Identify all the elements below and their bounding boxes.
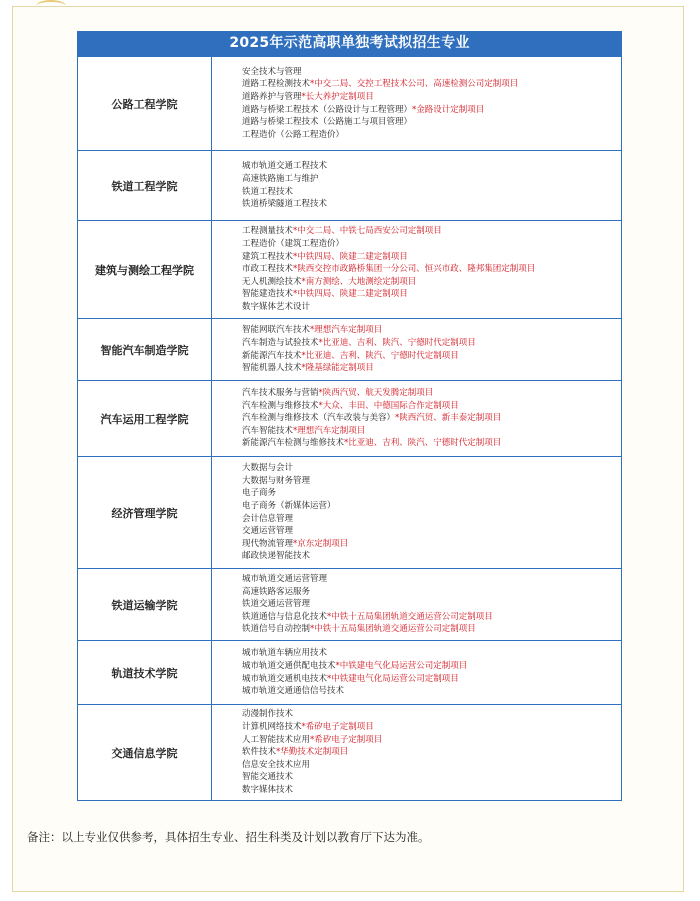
- major-name: 电子商务: [242, 488, 277, 499]
- major-name: 人工智能技术应用: [242, 734, 311, 745]
- major-name: 数字媒体技术: [242, 784, 294, 795]
- major-item: [242, 263, 621, 276]
- college-name: 轨道技术学院: [78, 641, 212, 705]
- college-row: [78, 57, 622, 151]
- major-name: 动漫制作技术: [242, 709, 294, 720]
- major-item: [242, 746, 621, 759]
- major-note: *中铁十五局集团轨道交通运营公司定制项目: [327, 611, 493, 622]
- major-name: 智能建造技术: [242, 289, 294, 300]
- major-name: 工程造价（公路工程造价）: [242, 129, 345, 140]
- college-row: [78, 151, 622, 221]
- major-list: [212, 641, 622, 705]
- major-item: [242, 400, 621, 413]
- major-item: [242, 538, 621, 551]
- major-name: 道路与桥梁工程技术（公路施工与项目管理）: [242, 117, 413, 128]
- college-row: [78, 641, 622, 705]
- major-item: [242, 173, 621, 186]
- major-note: *华勤技术定制项目: [276, 747, 349, 758]
- major-name: 城市轨道交通通信信号技术: [242, 686, 345, 697]
- college-name: 建筑与测绘工程学院: [78, 221, 212, 319]
- major-name: 邮政快递智能技术: [242, 551, 311, 562]
- table-title: 2025年示范高职单独考试拟招生专业: [77, 31, 622, 56]
- major-note: *中铁十五局集团轨道交通运营公司定制项目: [310, 624, 476, 635]
- major-item: [242, 186, 621, 199]
- major-name: 工程测量技术: [242, 226, 294, 237]
- major-name: 计算机网络技术: [242, 722, 302, 733]
- majors-table: [77, 31, 622, 801]
- college-row: [78, 705, 622, 801]
- major-name: 大数据与会计: [242, 463, 294, 474]
- major-name: 铁道桥梁隧道工程技术: [242, 199, 328, 210]
- major-item: [242, 350, 621, 363]
- major-note: *长大养护定制项目: [301, 91, 374, 102]
- major-item: [242, 623, 621, 636]
- major-item: [242, 437, 621, 450]
- major-note: *比亚迪、吉利、陕汽、宁德时代定制项目: [344, 438, 502, 449]
- major-note: *中交二局、交控工程技术公司、高速检测公司定制项目: [310, 79, 519, 90]
- major-item: [242, 104, 621, 117]
- major-note: *大众、丰田、中德国际合作定制项目: [318, 400, 459, 411]
- major-item: [242, 324, 621, 337]
- major-name: 软件技术: [242, 747, 277, 758]
- major-name: 高速铁路客运服务: [242, 586, 311, 597]
- major-note: *陕西汽贸、新丰泰定制项目: [395, 413, 502, 424]
- major-note: *比亚迪、吉利、陕汽、宁德时代定制项目: [301, 350, 459, 361]
- major-item: [242, 759, 621, 772]
- major-note: *理想汽车定制项目: [310, 325, 383, 336]
- major-item: [242, 611, 621, 624]
- college-row: [78, 221, 622, 319]
- major-item: [242, 673, 621, 686]
- major-name: 数字媒体艺术设计: [242, 301, 311, 312]
- major-name: 建筑工程技术: [242, 251, 294, 262]
- major-item: [242, 337, 621, 350]
- major-name: 现代物流管理: [242, 538, 294, 549]
- major-list: [212, 151, 622, 221]
- major-item: [242, 550, 621, 563]
- college-row: [78, 457, 622, 569]
- major-list: [212, 457, 622, 569]
- major-note: *陕西汽贸、航天发腾定制项目: [318, 388, 434, 399]
- major-name: 高速铁路施工与维护: [242, 173, 319, 184]
- major-note: *希矽电子定制项目: [301, 722, 374, 733]
- major-name: 会计信息管理: [242, 513, 294, 524]
- major-note: *中铁建电气化局运营公司定制项目: [335, 660, 468, 671]
- major-name: 汽车制造与试验技术: [242, 337, 319, 348]
- major-item: [242, 513, 621, 526]
- corner-decoration: [36, 0, 66, 12]
- major-name: 城市轨道交通运营管理: [242, 574, 328, 585]
- major-note: *中铁四局、陕建二建定制项目: [293, 251, 408, 262]
- major-note: *理想汽车定制项目: [293, 425, 366, 436]
- major-item: [242, 462, 621, 475]
- major-item: [242, 734, 621, 747]
- major-name: 汽车技术服务与营销: [242, 388, 319, 399]
- major-name: 铁道通信与信息化技术: [242, 611, 328, 622]
- major-note: *中铁四局、陕建二建定制项目: [293, 289, 408, 300]
- major-name: 道路工程检测技术: [242, 79, 311, 90]
- major-name: 城市轨道交通供配电技术: [242, 660, 336, 671]
- major-name: 铁道交通运营管理: [242, 599, 311, 610]
- major-note: *比亚迪、吉利、陕汽、宁德时代定制项目: [318, 337, 476, 348]
- major-name: 新能源汽车技术: [242, 350, 302, 361]
- major-name: 安全技术与管理: [242, 66, 302, 77]
- major-item: [242, 647, 621, 660]
- major-note: *南方测绘、大地测绘定制项目: [301, 276, 417, 287]
- major-list: [212, 221, 622, 319]
- college-name: 经济管理学院: [78, 457, 212, 569]
- major-item: [242, 116, 621, 129]
- major-name: 信息安全技术应用: [242, 759, 311, 770]
- major-name: 智能机器人技术: [242, 363, 302, 374]
- major-item: [242, 771, 621, 784]
- major-list: [212, 57, 622, 151]
- major-note: *中铁建电气化局运营公司定制项目: [327, 673, 459, 684]
- major-item: [242, 784, 621, 797]
- major-item: [242, 525, 621, 538]
- major-item: [242, 487, 621, 500]
- major-item: [242, 412, 621, 425]
- major-name: 电子商务（新媒体运营）: [242, 500, 336, 511]
- major-item: [242, 78, 621, 91]
- major-name: 大数据与财务管理: [242, 475, 311, 486]
- college-name: 公路工程学院: [78, 57, 212, 151]
- major-item: [242, 425, 621, 438]
- major-name: 市政工程技术: [242, 264, 294, 275]
- major-item: [242, 598, 621, 611]
- major-item: [242, 362, 621, 375]
- major-item: [242, 586, 621, 599]
- major-name: 城市轨道车辆应用技术: [242, 648, 328, 659]
- college-name: 交通信息学院: [78, 705, 212, 801]
- major-name: 交通运营管理: [242, 526, 294, 537]
- major-note: *金路设计定制项目: [412, 104, 485, 115]
- major-name: 城市轨道交通机电技术: [242, 673, 328, 684]
- major-item: [242, 91, 621, 104]
- college-table: [77, 56, 622, 801]
- major-item: [242, 573, 621, 586]
- major-list: [212, 381, 622, 457]
- major-name: 城市轨道交通工程技术: [242, 161, 328, 172]
- major-note: *希矽电子定制项目: [310, 734, 383, 745]
- major-item: [242, 288, 621, 301]
- major-name: 汽车检测与维修技术（汽车改装与美容）: [242, 413, 396, 424]
- major-item: [242, 721, 621, 734]
- major-item: [242, 685, 621, 698]
- major-item: [242, 129, 621, 142]
- major-note: *中交二局、中铁七局西安公司定制项目: [293, 226, 442, 237]
- major-name: 新能源汽车检测与维修技术: [242, 438, 345, 449]
- footer-note: 备注：以上专业仅供参考，具体招生专业、招生科类及计划以教育厅下达为准。: [27, 830, 430, 844]
- major-list: [212, 705, 622, 801]
- major-item: [242, 238, 621, 251]
- major-item: [242, 475, 621, 488]
- major-item: [242, 708, 621, 721]
- major-note: *陕西交控市政路桥集团一分公司、恒兴市政、隆邦集团定制项目: [293, 264, 536, 275]
- major-note: *京东定制项目: [293, 538, 349, 549]
- major-item: [242, 301, 621, 314]
- college-row: [78, 569, 622, 641]
- major-note: *隆基绿能定制项目: [301, 363, 374, 374]
- major-item: [242, 160, 621, 173]
- major-name: 工程造价（建筑工程造价）: [242, 239, 345, 250]
- major-item: [242, 660, 621, 673]
- major-item: [242, 198, 621, 211]
- major-name: 无人机测绘技术: [242, 276, 302, 287]
- major-item: [242, 500, 621, 513]
- major-name: 道路与桥梁工程技术（公路设计与工程管理）: [242, 104, 413, 115]
- college-row: [78, 319, 622, 381]
- major-list: [212, 569, 622, 641]
- major-name: 汽车检测与维修技术: [242, 400, 319, 411]
- college-name: 铁道工程学院: [78, 151, 212, 221]
- major-name: 铁道工程技术: [242, 186, 294, 197]
- major-name: 智能网联汽车技术: [242, 325, 311, 336]
- major-list: [212, 319, 622, 381]
- college-name: 铁道运输学院: [78, 569, 212, 641]
- college-row: [78, 381, 622, 457]
- major-item: [242, 276, 621, 289]
- major-item: [242, 251, 621, 264]
- major-name: 铁道信号自动控制: [242, 624, 311, 635]
- college-name: 智能汽车制造学院: [78, 319, 212, 381]
- major-name: 道路养护与管理: [242, 91, 302, 102]
- major-item: [242, 66, 621, 79]
- major-item: [242, 387, 621, 400]
- college-name: 汽车运用工程学院: [78, 381, 212, 457]
- major-name: 智能交通技术: [242, 772, 294, 783]
- major-item: [242, 225, 621, 238]
- major-name: 汽车智能技术: [242, 425, 294, 436]
